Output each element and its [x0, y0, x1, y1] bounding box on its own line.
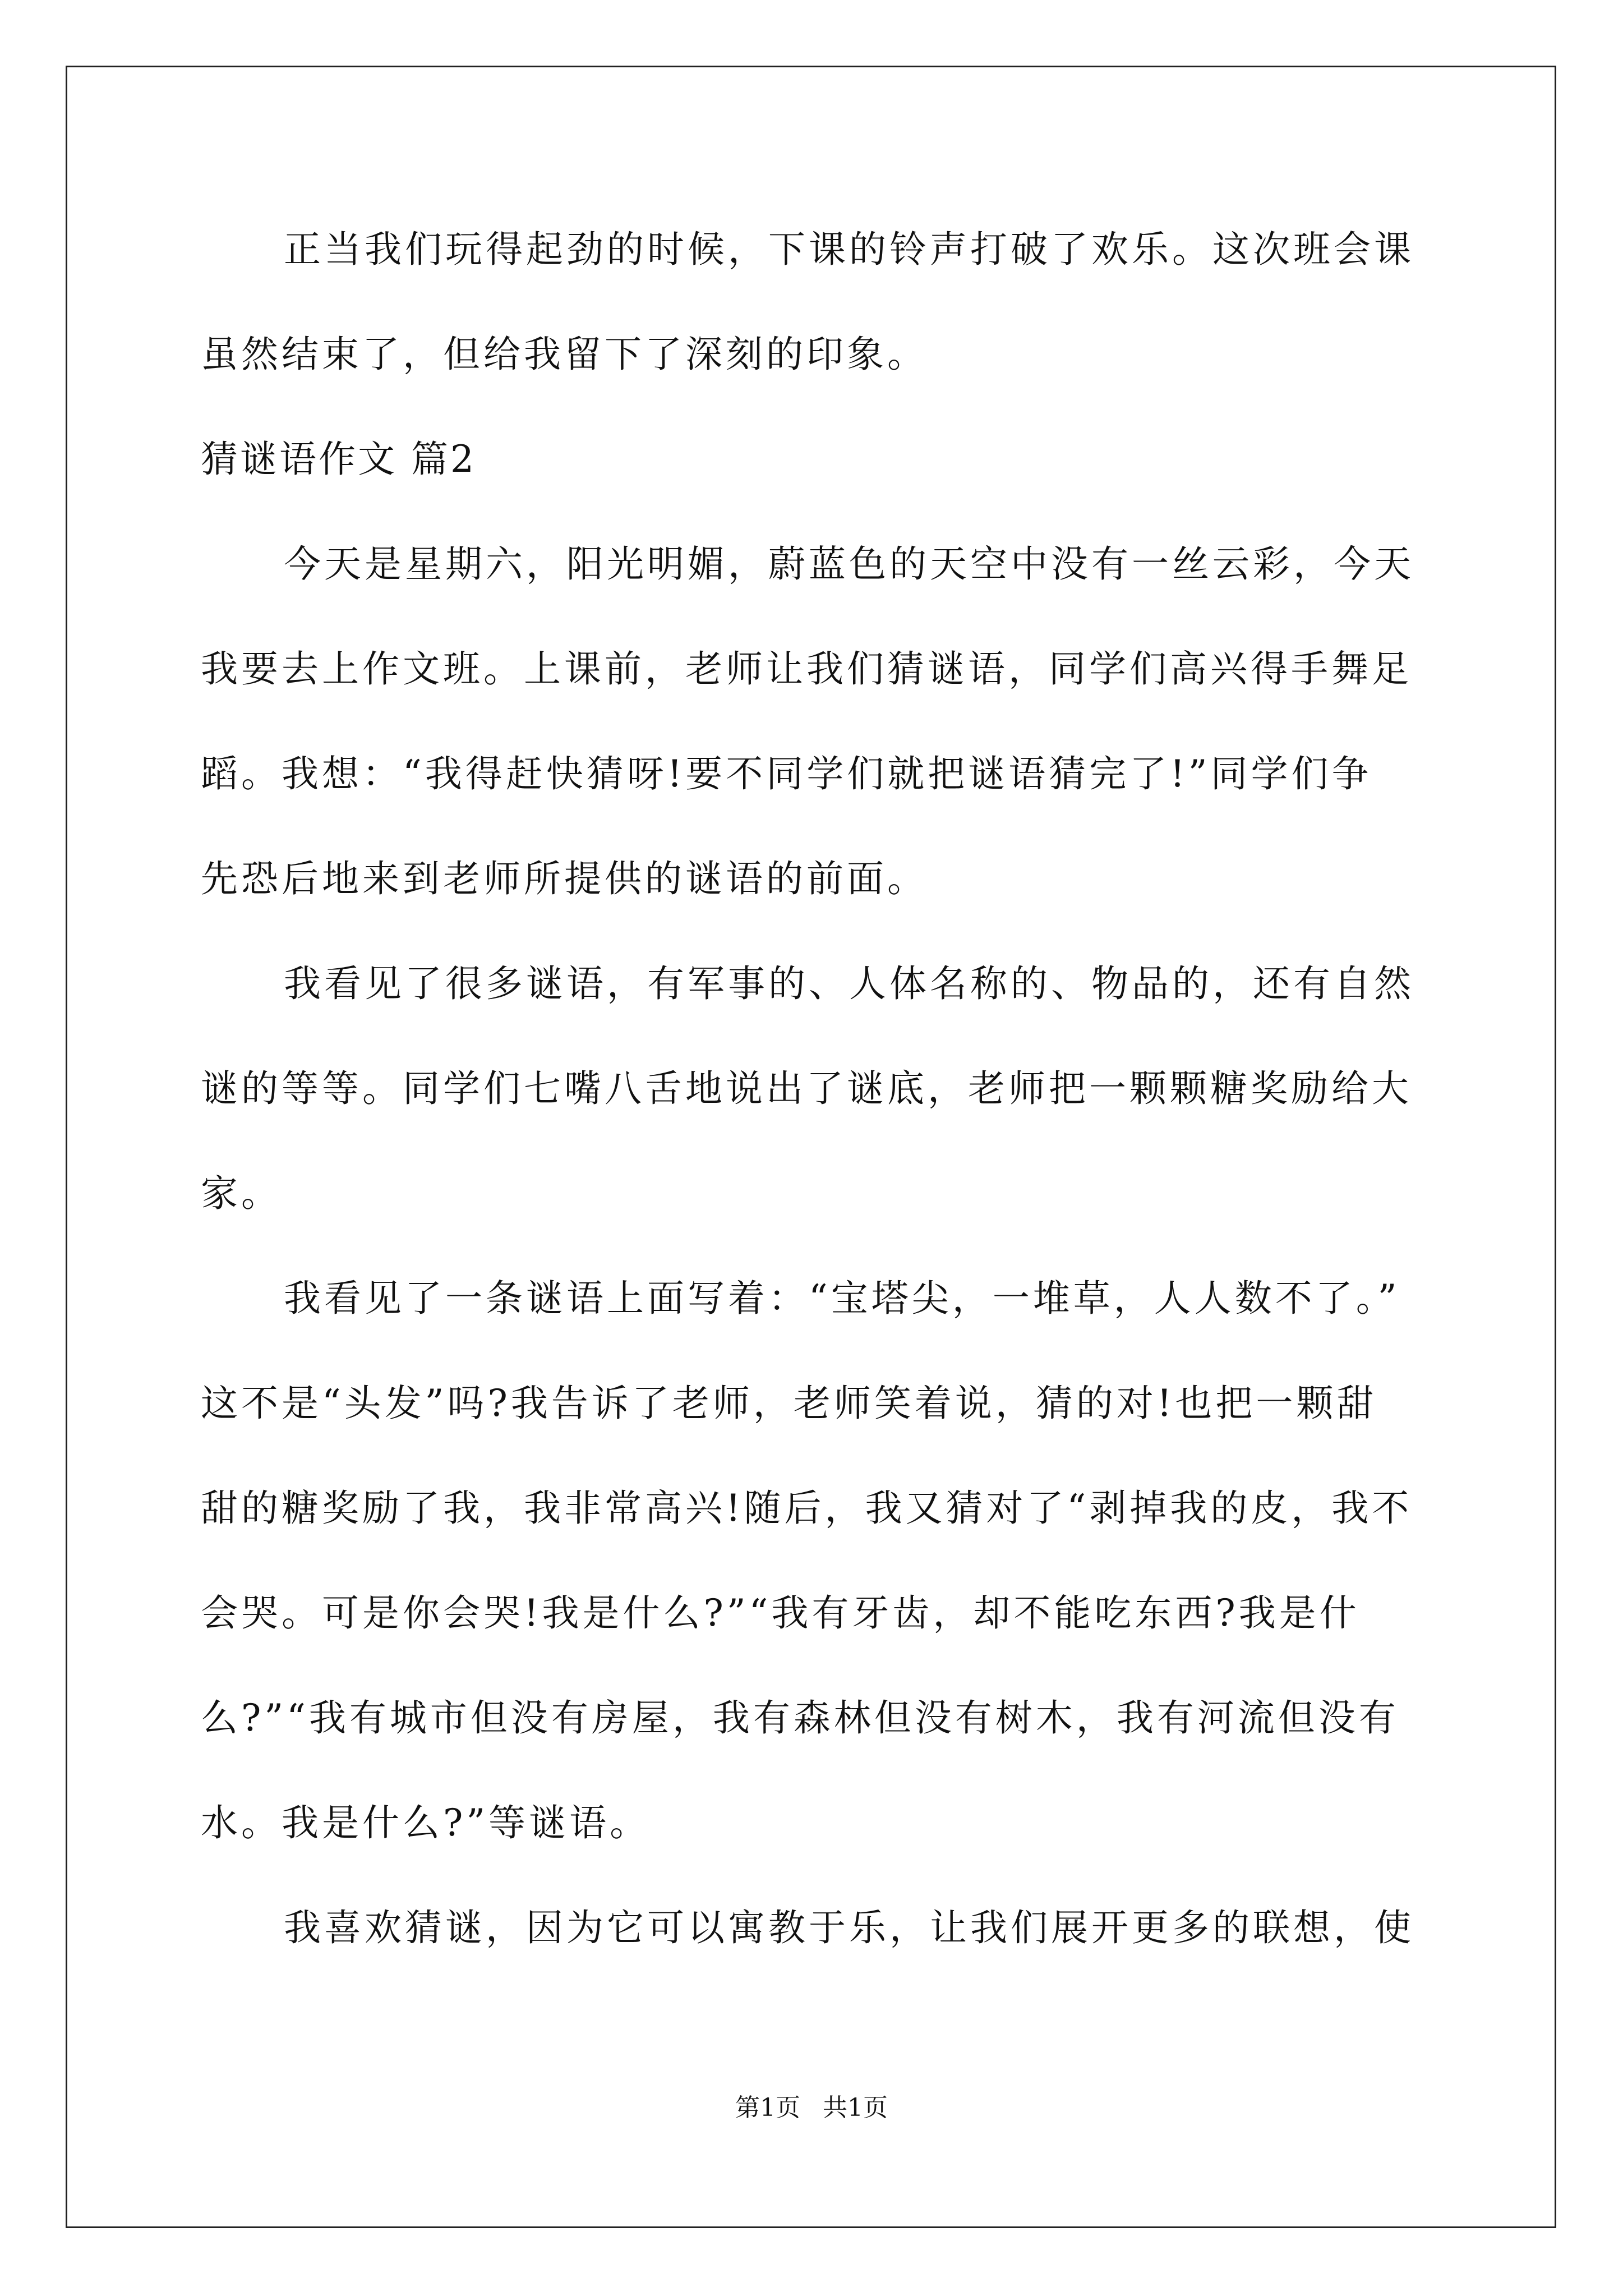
- document-body: [201, 216, 1435, 1999]
- page-total: 共1页: [823, 2093, 888, 2122]
- text-line: 我看见了一条谜语上面写着：“宝塔尖，一堆草，人人数不了。”: [284, 1277, 1400, 1320]
- text-line: 水。我是什么?”等谜语。: [201, 1801, 651, 1844]
- text-line: 谜的等等。同学们七嘴八舌地说出了谜底，老师把一颗颗糖奖励给大: [201, 1067, 1412, 1110]
- section-heading: 猜谜语作文 篇2: [201, 438, 476, 481]
- text-line: 甜的糖奖励了我，我非常高兴!随后，我又猜对了“剥掉我的皮，我不: [201, 1487, 1413, 1530]
- text-line: 我喜欢猜谜，因为它可以寓教于乐，让我们展开更多的联想，使: [284, 1906, 1414, 1949]
- text-line: 家。: [201, 1172, 282, 1215]
- page-number: 第1页: [735, 2093, 800, 2122]
- text-line: 正当我们玩得起劲的时候，下课的铃声打破了欢乐。这次班会课: [284, 228, 1414, 271]
- text-line: 我要去上作文班。上课前，老师让我们猜谜语，同学们高兴得手舞足: [201, 647, 1412, 691]
- text-line: 虽然结束了，但给我留下了深刻的印象。: [201, 333, 928, 376]
- page-footer: [0, 2091, 1623, 2125]
- text-line: 今天是星期六，阳光明媚，蔚蓝色的天空中没有一丝云彩，今天: [284, 542, 1414, 586]
- text-line: 我看见了很多谜语，有军事的、人体名称的、物品的，还有自然: [284, 962, 1414, 1005]
- text-line: 么?”“我有城市但没有房屋，我有森林但没有树木，我有河流但没有: [201, 1696, 1399, 1740]
- text-line: 蹈。我想：“我得赶快猜呀!要不同学们就把谜语猜完了!”同学们争: [201, 752, 1372, 795]
- text-line: 这不是“头发”吗?我告诉了老师，老师笑着说，猜的对!也把一颗甜: [201, 1382, 1377, 1425]
- text-line: 会哭。可是你会哭!我是什么?”“我有牙齿，却不能吃东西?我是什: [201, 1591, 1360, 1635]
- text-line: 先恐后地来到老师所提供的谜语的前面。: [201, 857, 928, 900]
